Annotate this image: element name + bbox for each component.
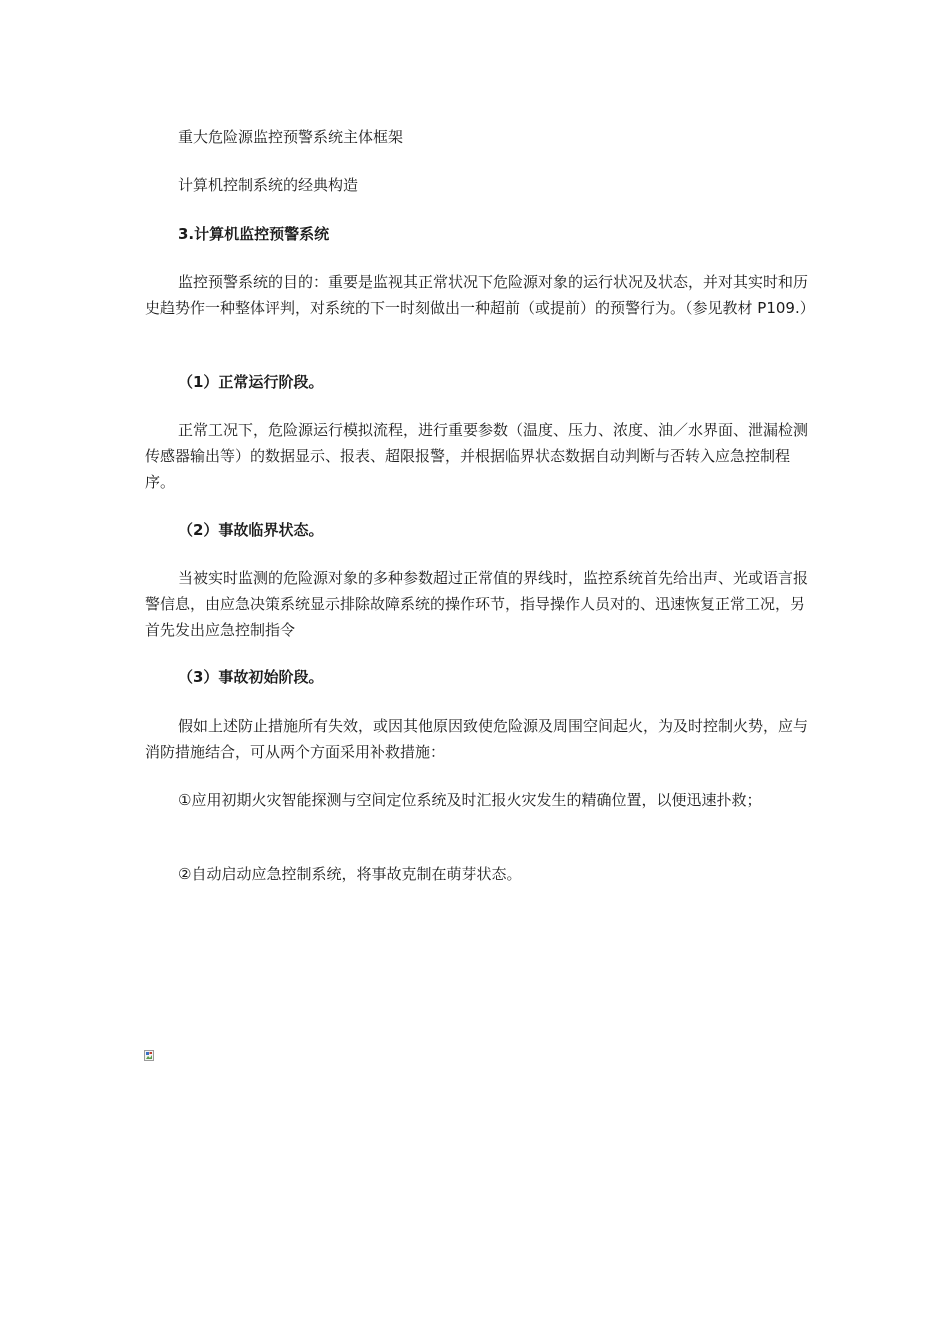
broken-image-icon: [144, 1046, 154, 1057]
paragraph-normal-operation: 正常工况下，危险源运行模拟流程，进行重要参数（温度、压力、浓度、油／水界面、泄漏检测传感器输出等）的数据显示、报表、超限报警，并根据临界状态数据自动判断与否转入应急控制程序。: [145, 421, 809, 491]
list-item-emergency-control: ②自动启动应急控制系统，将事故克制在萌芽状态。: [178, 865, 522, 883]
subheading-normal-operation: （1）正常运行阶段。: [178, 373, 324, 391]
paragraph-critical-state: 当被实时监测的危险源对象的多种参数超过正常值的界线时，监控系统首先给出声、光或语言报警信息，由应急决策系统显示排除故障系统的操作环节，指导操作人员对的、迅速恢复正常工况，另首先发出应急控制指令: [145, 569, 809, 639]
section-heading-monitoring-system: 3.计算机监控预警系统: [178, 225, 330, 243]
paragraph-monitoring-purpose: 监控预警系统的目的：重要是监视其正常状况下危险源对象的运行状况及状态，并对其实时和历史趋势作一种整体评判，对系统的下一时刻做出一种超前（或提前）的预警行为。（参见教材 P109.）: [145, 273, 815, 317]
subheading-critical-state: （2）事故临界状态。: [178, 521, 324, 539]
paragraph-initial-stage: 假如上述防止措施所有失效，或因其他原因致使危险源及周围空间起火，为及时控制火势，应与消防措施结合，可从两个方面采用补救措施：: [145, 717, 809, 761]
paragraph-system-framework: 重大危险源监控预警系统主体框架: [178, 128, 404, 146]
paragraph-computer-control-structure: 计算机控制系统的经典构造: [178, 176, 359, 194]
subheading-initial-stage: （3）事故初始阶段。: [178, 668, 324, 686]
list-item-fire-detection: ①应用初期火灾智能探测与空间定位系统及时汇报火灾发生的精确位置，以便迅速扑救；: [178, 791, 762, 809]
